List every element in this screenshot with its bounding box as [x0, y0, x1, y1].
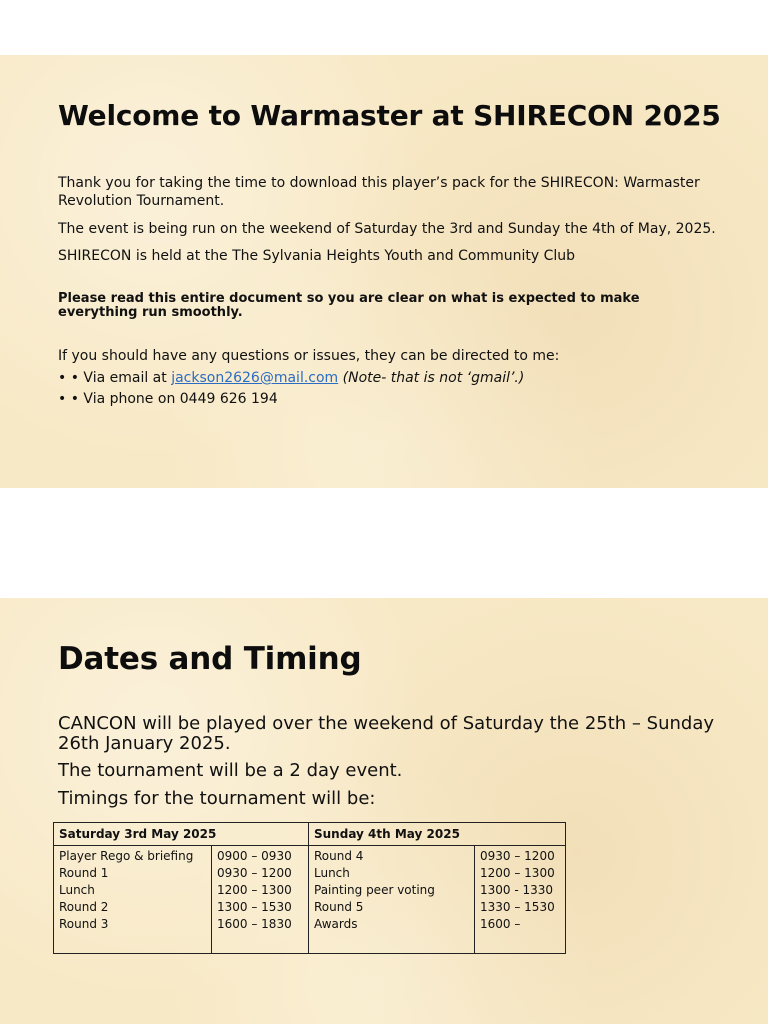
venue-paragraph: SHIRECON is held at the The Sylvania Heights Youth and Community Club	[58, 248, 575, 264]
sunday-events-cell	[309, 846, 475, 954]
schedule-table	[53, 822, 566, 954]
saturday-times-cell	[212, 846, 309, 954]
list-item: 1300 - 1330	[480, 883, 554, 897]
list-item: Lunch	[314, 866, 350, 880]
timings-intro: Timings for the tournament will be:	[58, 788, 376, 809]
list-item: Round 2	[59, 900, 109, 914]
contact-list	[58, 368, 524, 410]
contact-email-item	[58, 368, 524, 389]
section-title: Dates and Timing	[58, 641, 362, 677]
list-item: 1600 – 1830	[217, 917, 292, 931]
list-item: Painting peer voting	[314, 883, 435, 897]
list-item: 0900 – 0930	[217, 849, 292, 863]
list-item: Player Rego & briefing	[59, 849, 194, 863]
duration-statement: The tournament will be a 2 day event.	[58, 760, 403, 781]
welcome-slide	[0, 55, 768, 488]
list-item: 0930 – 1200	[217, 866, 292, 880]
list-item: Lunch	[59, 883, 95, 897]
bullet-marker: • •	[58, 370, 79, 386]
contact-intro: If you should have any questions or issues, they can be directed to me:	[58, 348, 560, 364]
email-prefix: Via email at	[83, 370, 172, 386]
sunday-header: Sunday 4th May 2025	[309, 823, 566, 846]
list-item: Awards	[314, 917, 358, 931]
list-item: 1330 – 1530	[480, 900, 555, 914]
dates-timing-slide	[0, 598, 768, 1024]
saturday-header: Saturday 3rd May 2025	[54, 823, 309, 846]
list-item: Round 5	[314, 900, 364, 914]
list-item: 1200 – 1300	[217, 883, 292, 897]
list-item: Round 3	[59, 917, 109, 931]
read-document-notice: Please read this entire document so you are clear on what is expected to make everything run smoothly.	[58, 291, 640, 320]
list-item: 0930 – 1200	[480, 849, 555, 863]
table-header-row	[54, 823, 566, 846]
bullet-marker: • •	[58, 391, 79, 407]
table-row	[54, 846, 566, 954]
list-item: 1300 – 1530	[217, 900, 292, 914]
email-note: (Note- that is not ‘gmail’.)	[342, 370, 525, 386]
list-item: 1200 – 1300	[480, 866, 555, 880]
intro-paragraph: Thank you for taking the time to download this player’s pack for the SHIRECON: Warmaster Revolution Tournament.	[58, 175, 700, 209]
list-item: 1600 –	[480, 917, 521, 931]
list-item: Round 4	[314, 849, 364, 863]
contact-phone-item	[58, 389, 524, 410]
event-dates-paragraph: The event is being run on the weekend of Saturday the 3rd and Sunday the 4th of May, 2025.	[58, 221, 716, 237]
weekend-statement: CANCON will be played over the weekend of Saturday the 25th – Sunday 26th January 2025.	[58, 713, 715, 754]
email-link[interactable]: jackson2626@mail.com	[171, 370, 339, 386]
sunday-times-cell	[475, 846, 566, 954]
phone-text: Via phone on 0449 626 194	[83, 391, 278, 407]
list-item: Round 1	[59, 866, 109, 880]
saturday-events-cell	[54, 846, 212, 954]
page-title: Welcome to Warmaster at SHIRECON 2025	[58, 99, 721, 132]
